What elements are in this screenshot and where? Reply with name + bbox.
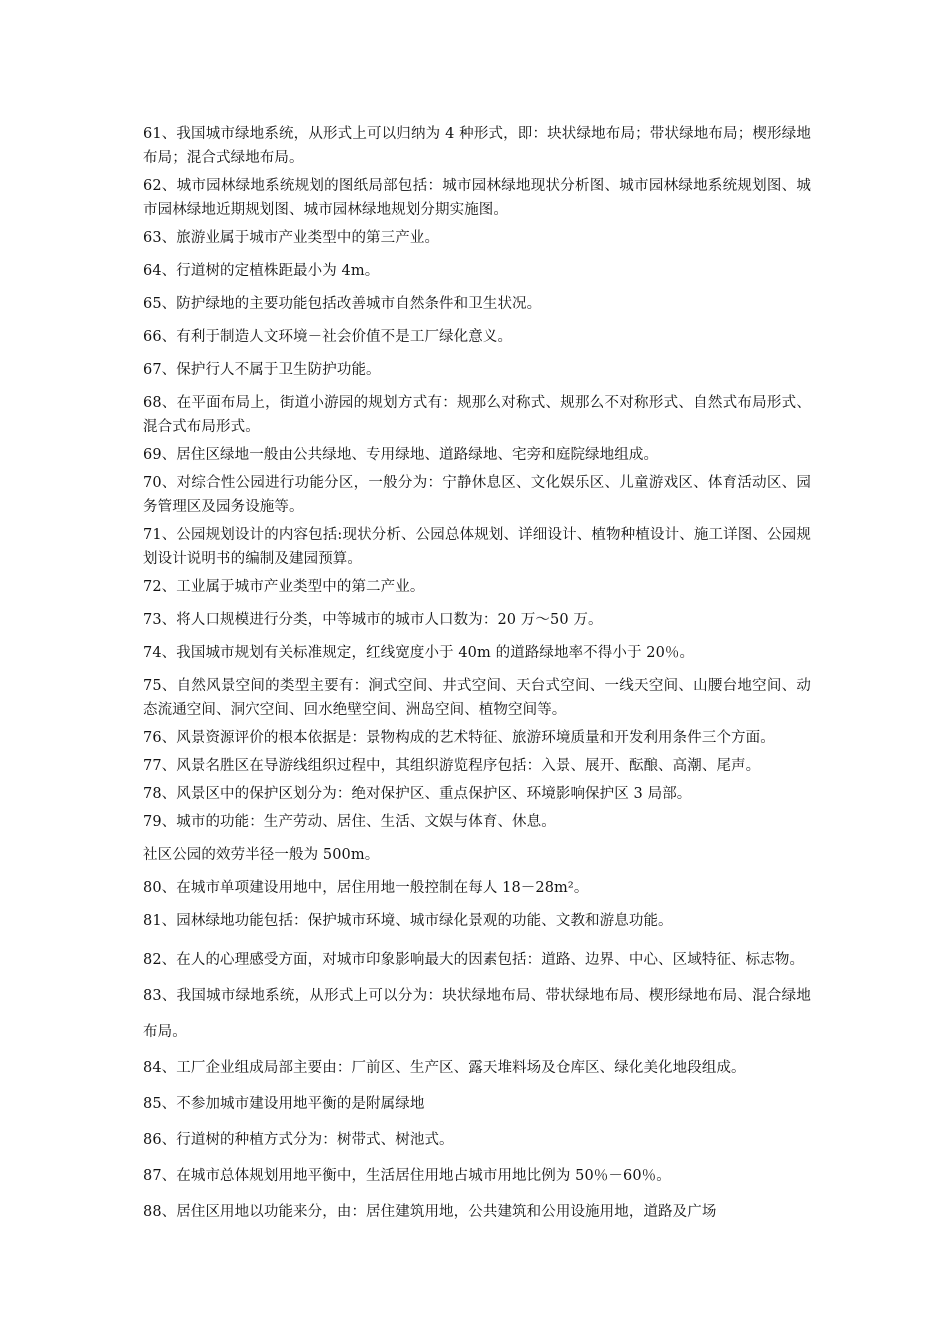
paragraph-83: 83、我国城市绿地系统，从形式上可以分为：块状绿地布局、带状绿地布局、楔形绿地布局、混合绿地布局。 [143,988,811,1040]
paragraph-68: 68、在平面布局上，街道小游园的规划方式有：规那么对称式、规那么不对称形式、自然式布局形式、混合式布局形式。 [143,395,811,435]
paragraph-85: 85、不参加城市建设用地平衡的是附属绿地 [143,1096,425,1112]
document-body [143,122,811,1230]
paragraph-73: 73、将人口规模进行分类，中等城市的城市人口数为：20 万～50 万。 [143,612,603,628]
paragraph-69: 69、居住区绿地一般由公共绿地、专用绿地、道路绿地、宅旁和庭院绿地组成。 [143,447,659,463]
paragraph-community-park: 社区公园的效劳半径一般为 500m。 [143,847,380,863]
paragraph-62: 62、城市园林绿地系统规划的图纸局部包括：城市园林绿地现状分析图、城市园林绿地系统规划图、城市园林绿地近期规划图、城市园林绿地规划分期实施图。 [143,178,811,218]
paragraph-75: 75、自然风景空间的类型主要有：涧式空间、井式空间、天台式空间、一线天空间、山腰台地空间、动态流通空间、洞穴空间、回水绝壁空间、洲岛空间、植物空间等。 [143,678,811,718]
paragraph-67: 67、保护行人不属于卫生防护功能。 [143,362,381,378]
paragraph-86: 86、行道树的种植方式分为：树带式、树池式。 [143,1132,454,1148]
paragraph-79: 79、城市的功能：生产劳动、居住、生活、文娱与体育、休息。 [143,814,556,830]
paragraph-80: 80、在城市单项建设用地中，居住用地一般控制在每人 18－28m²。 [143,880,589,896]
paragraph-81: 81、园林绿地功能包括：保护城市环境、城市绿化景观的功能、文教和游息功能。 [143,913,673,929]
paragraph-78: 78、风景区中的保护区划分为：绝对保护区、重点保护区、环境影响保护区 3 局部。 [143,786,692,802]
paragraph-65: 65、防护绿地的主要功能包括改善城市自然条件和卫生状况。 [143,296,542,312]
paragraph-84: 84、工厂企业组成局部主要由：厂前区、生产区、露天堆料场及仓库区、绿化美化地段组成。 [143,1060,746,1076]
paragraph-74: 74、我国城市规划有关标准规定，红线宽度小于 40m 的道路绿地率不得小于 20％。 [143,645,695,661]
paragraph-87: 87、在城市总体规划用地平衡中，生活居住用地占城市用地比例为 50％－60％。 [143,1168,671,1184]
paragraph-76: 76、风景资源评价的根本依据是：景物构成的艺术特征、旅游环境质量和开发利用条件三个方面。 [143,730,775,746]
paragraph-70: 70、对综合性公园进行功能分区，一般分为：宁静休息区、文化娱乐区、儿童游戏区、体育活动区、园务管理区及园务设施等。 [143,475,811,515]
paragraph-77: 77、风景名胜区在导游线组织过程中，其组织游览程序包括：入景、展开、酝酿、高潮、尾声。 [143,758,761,774]
paragraph-82: 82、在人的心理感受方面，对城市印象影响最大的因素包括：道路、边界、中心、区域特征、标志物。 [143,952,805,968]
paragraph-88: 88、居住区用地以功能来分，由：居住建筑用地，公共建筑和公用设施用地，道路及广场 [143,1204,717,1220]
paragraph-72: 72、工业属于城市产业类型中的第二产业。 [143,579,425,595]
paragraph-66: 66、有利于制造人文环境－社会价值不是工厂绿化意义。 [143,329,513,345]
paragraph-63: 63、旅游业属于城市产业类型中的第三产业。 [143,230,440,246]
paragraph-61: 61、我国城市绿地系统，从形式上可以归纳为 4 种形式，即：块状绿地布局；带状绿地布局；楔形绿地布局；混合式绿地布局。 [143,126,811,166]
paragraph-64: 64、行道树的定植株距最小为 4m。 [143,263,380,279]
paragraph-71: 71、公园规划设计的内容包括:现状分析、公园总体规划、详细设计、植物种植设计、施工详图、公园规划设计说明书的编制及建园预算。 [143,527,811,567]
